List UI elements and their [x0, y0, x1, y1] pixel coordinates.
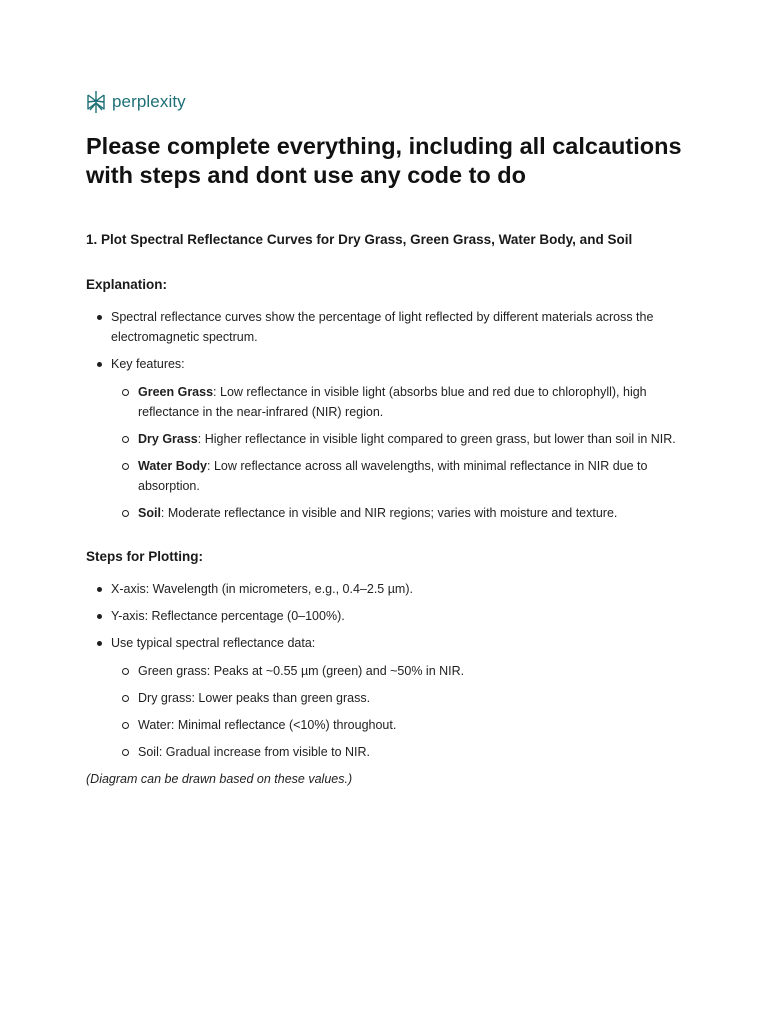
- feature-text: : Low reflectance across all wavelengths, with minimal reflectance in NIR due to absorption.: [138, 459, 648, 493]
- section-heading: 1. Plot Spectral Reflectance Curves for Dry Grass, Green Grass, Water Body, and Soil: [86, 232, 633, 247]
- steps-heading: Steps for Plotting:: [86, 549, 203, 564]
- document-page: [86, 88, 686, 789]
- steps-list: [86, 579, 686, 762]
- list-item: [86, 354, 686, 523]
- list-item: Y-axis: Reflectance percentage (0–100%).: [86, 606, 686, 626]
- explanation-list: [86, 307, 686, 523]
- data-list: [111, 661, 686, 762]
- feature-term: Green Grass: [138, 385, 214, 399]
- list-item-text: Use typical spectral reflectance data:: [111, 636, 316, 650]
- feature-item: [111, 382, 686, 422]
- diagram-note: (Diagram can be drawn based on these values.): [86, 772, 353, 786]
- list-item: X-axis: Wavelength (in micrometers, e.g., 0.4–2.5 µm).: [86, 579, 686, 599]
- data-item: Dry grass: Lower peaks than green grass.: [111, 688, 686, 708]
- feature-term: Dry Grass: [138, 432, 198, 446]
- feature-term: Soil: [138, 506, 161, 520]
- feature-item: [111, 456, 686, 496]
- perplexity-logo-icon: [86, 90, 106, 114]
- data-item: Green grass: Peaks at ~0.55 µm (green) and ~50% in NIR.: [111, 661, 686, 681]
- feature-term: Water Body: [138, 459, 207, 473]
- explanation-heading: Explanation:: [86, 277, 168, 292]
- feature-text: : Low reflectance in visible light (absorbs blue and red due to chlorophyll), high reflectance in the near-infrared (NIR) region.: [138, 385, 647, 419]
- brand-header: [86, 88, 686, 116]
- feature-text: : Higher reflectance in visible light compared to green grass, but lower than soil in NIR.: [197, 432, 676, 446]
- data-item: Soil: Gradual increase from visible to NIR.: [111, 742, 686, 762]
- list-item: Spectral reflectance curves show the percentage of light reflected by different materials across the electromagnetic spectrum.: [86, 307, 686, 347]
- list-item: [86, 633, 686, 762]
- feature-text: : Moderate reflectance in visible and NIR regions; varies with moisture and texture.: [160, 506, 618, 520]
- features-list: [111, 382, 686, 523]
- list-item-text: Key features:: [111, 357, 185, 371]
- data-item: Water: Minimal reflectance (<10%) throughout.: [111, 715, 686, 735]
- feature-item: [111, 429, 686, 449]
- page-title: Please complete everything, including all calcautions with steps and dont use any code to do: [86, 133, 682, 188]
- brand-name: perplexity: [112, 92, 186, 111]
- feature-item: [111, 503, 686, 523]
